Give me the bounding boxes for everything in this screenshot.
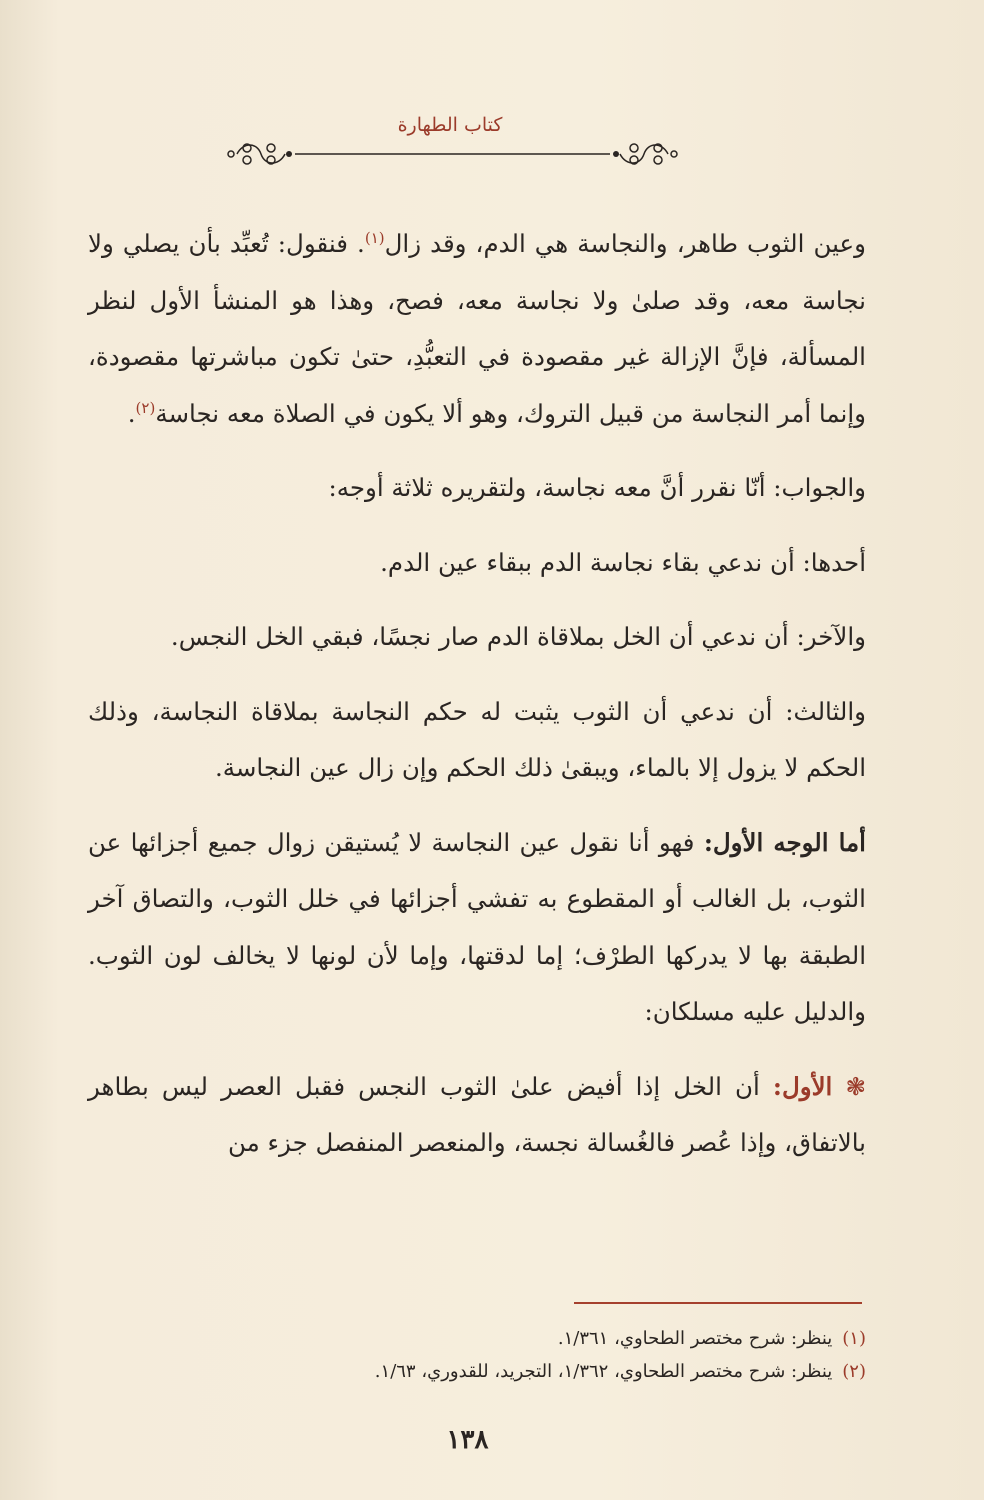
footnote-2 bbox=[88, 1355, 866, 1388]
paragraph-1-end: . bbox=[127, 398, 136, 428]
footnote-ref-2[interactable]: (٢) bbox=[135, 398, 156, 417]
ornament-divider bbox=[225, 136, 680, 172]
footnote-1 bbox=[88, 1322, 866, 1355]
footnote-1-text: ينظر: شرح مختصر الطحاوي، ١/٣٦١. bbox=[557, 1328, 833, 1349]
paragraph-6 bbox=[88, 815, 866, 1041]
paragraph-1-rest: . فنقول: تُعبِّد بأن يصلي ولا نجاسة معه، وقد صلىٰ ولا نجاسة معه، فصح، وهذا هو المنشأ الأول لنظر المسألة، فإنَّ الإزالة غير مقصودة في التعبُّدِ، حتىٰ تكون مباشرتها مقصودة، وإنما أمر النجاسة من قبيل التروك، وهو ألا يكون في الصلاة معه نجاسة bbox=[88, 229, 866, 428]
running-title: كتاب الطهارة bbox=[397, 114, 503, 136]
footnote-ref-1[interactable]: (١) bbox=[364, 228, 385, 247]
paragraph-3: أحدها: أن ندعي بقاء نجاسة الدم ببقاء عين الدم. bbox=[380, 547, 866, 577]
page-number: ١٣٨ bbox=[446, 1425, 489, 1455]
footnote-1-mark: (١) bbox=[842, 1328, 866, 1349]
main-text bbox=[88, 216, 866, 1172]
paragraph-5: والثالث: أن ندعي أن الثوب يثبت له حكم النجاسة بملاقاة النجاسة، وذلك الحكم لا يزول إلا بالماء، ويبقىٰ ذلك الحكم وإن زال عين النجاسة. bbox=[88, 696, 866, 782]
paragraph-7-text: أن الخل إذا أفيض علىٰ الثوب النجس فقبل العصر ليس بطاهر بالاتفاق، وإذا عُصر فالغُسالة نجسة، والمنعصر المنفصل جزء من bbox=[88, 1071, 866, 1157]
footnote-2-mark: (٢) bbox=[842, 1361, 866, 1382]
paragraph-7 bbox=[88, 1059, 866, 1172]
paragraph-4: والآخر: أن ندعي أن الخل بملاقاة الدم صار نجسًا، فبقي الخل النجس. bbox=[170, 622, 866, 651]
paragraph-6-heading: أما الوجه الأول: bbox=[703, 827, 866, 857]
footnote-2-text: ينظر: شرح مختصر الطحاوي، ١/٣٦٢، التجريد، للقدوري، ١/٦٣. bbox=[374, 1361, 833, 1382]
paragraph-1-text: وعين الثوب طاهر، والنجاسة هي الدم، وقد زال bbox=[384, 229, 866, 258]
footnotes bbox=[88, 1322, 866, 1388]
paragraph-6-text: فهو أنا نقول عين النجاسة لا يُستيقن زوال جميع أجزائها عن الثوب، بل الغالب أو المقطوع به تفشي أجزائها في خلل الثوب، والتصاق آخر الطبقة بها لا يدركها الطرْف؛ إما لدقتها، وإما لأن لونها لا يخالف لون الثوب. والدليل عليه مسلكان: bbox=[88, 827, 866, 1026]
footnote-separator bbox=[574, 1302, 862, 1304]
paragraph-7-heading: الأول: bbox=[772, 1071, 833, 1101]
flower-bullet-icon: ❃ bbox=[845, 1071, 866, 1101]
paragraph-1 bbox=[88, 216, 866, 442]
paragraph-2: والجواب: أنّا نقرر أنَّ معه نجاسة، ولتقريره ثلاثة أوجه: bbox=[328, 473, 866, 502]
